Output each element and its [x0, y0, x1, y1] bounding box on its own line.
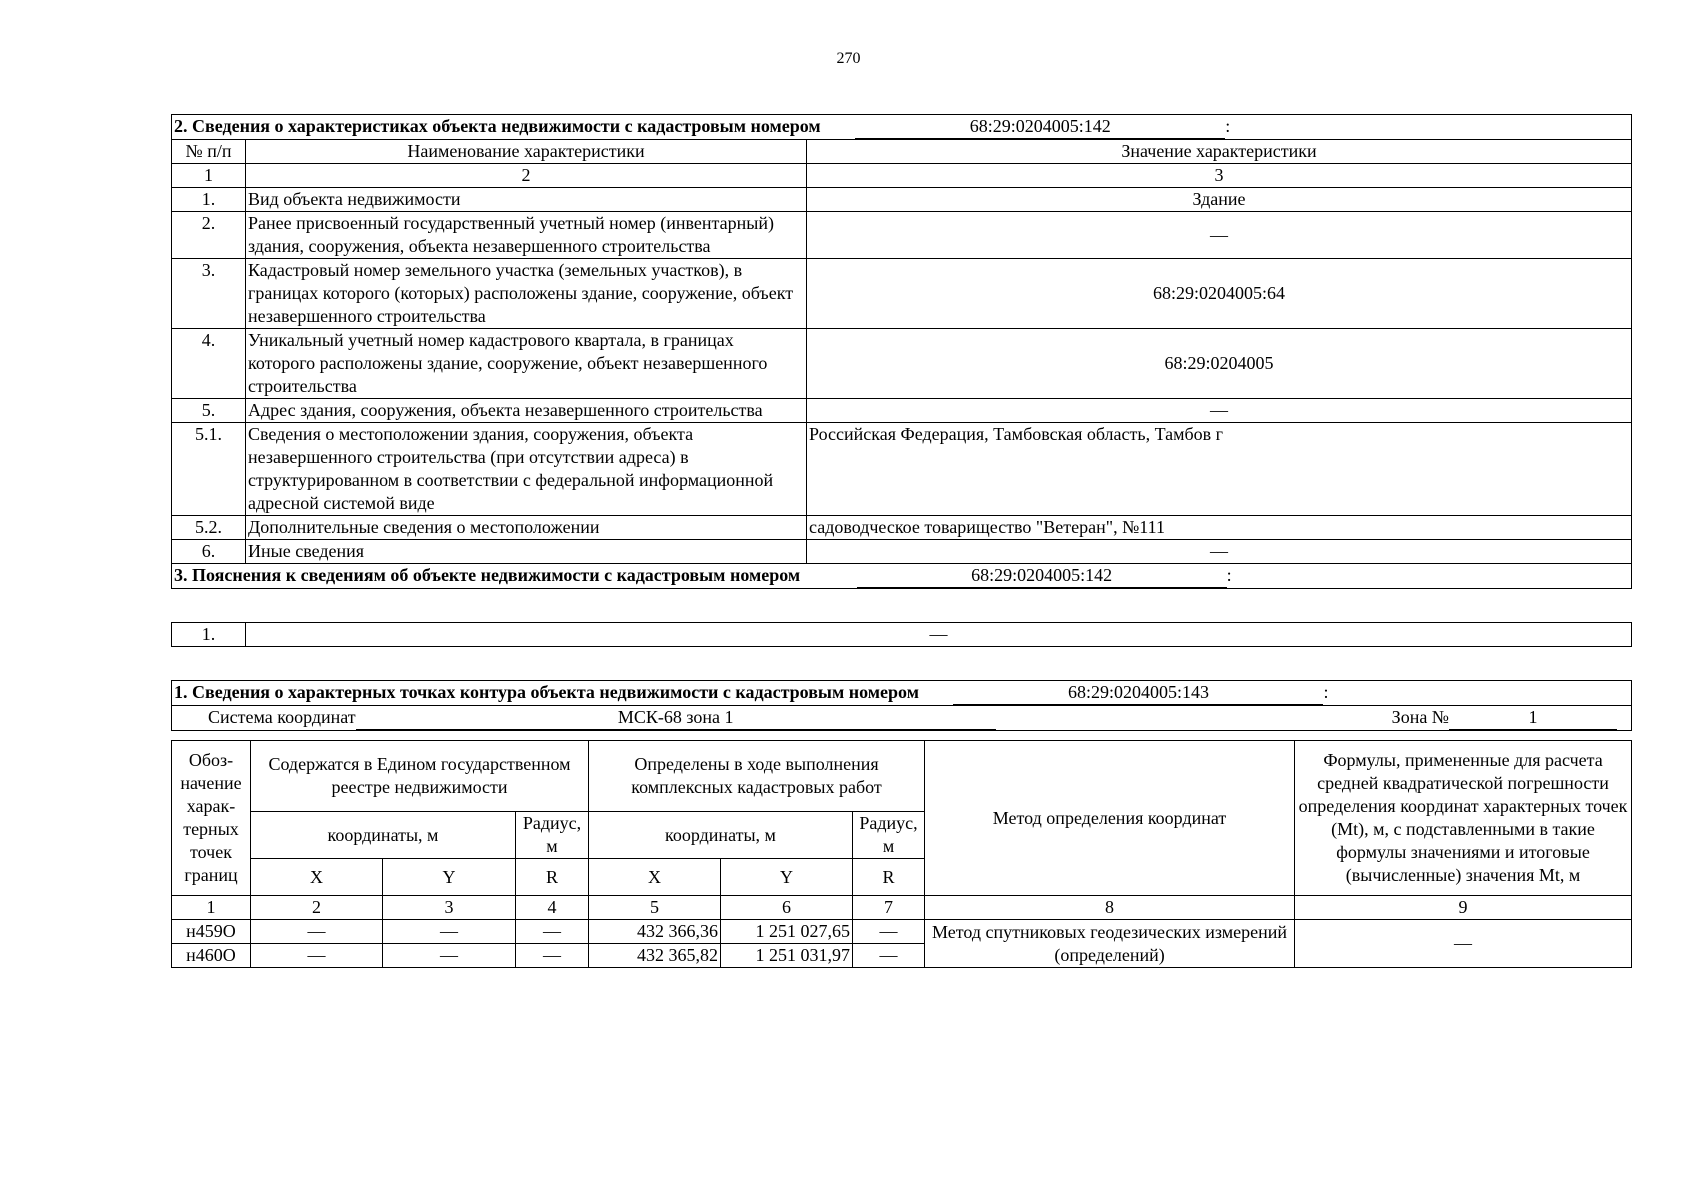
col-number: 1 [172, 164, 246, 188]
point-r2: — [853, 920, 925, 944]
col-number: 7 [853, 896, 925, 920]
table-row [172, 212, 1632, 259]
coords-header: координаты, м [251, 812, 516, 859]
row-name: Кадастровый номер земельного участка (земельных участков), в границах которого (которых) расположены здание, сооружение, объект незавершенного строительства [246, 259, 807, 329]
zone-label: Зона № [1391, 707, 1449, 727]
col-number: 2 [246, 164, 807, 188]
section3-title [172, 564, 1632, 589]
row-num: 2. [172, 212, 246, 259]
row-value: 68:29:0204005 [807, 329, 1632, 399]
point-y2: 1 251 031,97 [721, 944, 853, 968]
table-row [172, 259, 1632, 329]
col-header-num: № п/п [172, 140, 246, 164]
y-header: Y [383, 859, 516, 896]
characteristics-table [171, 114, 1632, 589]
row-num: 1. [172, 188, 246, 212]
row-num: 1. [172, 623, 246, 647]
points-header-row-1 [172, 741, 1632, 812]
section1-cadastral-number: 68:29:0204005:143 [953, 681, 1323, 705]
section3-header-row [172, 564, 1632, 589]
coord-system-row [172, 706, 1632, 731]
col-number: 1 [172, 896, 251, 920]
page-number: 270 [836, 50, 861, 67]
point-y1: — [383, 944, 516, 968]
col-number: 3 [807, 164, 1632, 188]
point-r2: — [853, 944, 925, 968]
row-name: Иные сведения [246, 540, 807, 564]
section2-title-text: 2. Сведения о характеристиках объекта недвижимости с кадастровым номером [174, 116, 821, 136]
column-number-row [172, 164, 1632, 188]
row-num: 5. [172, 399, 246, 423]
points-table [171, 740, 1632, 968]
row-name: Вид объекта недвижимости [246, 188, 807, 212]
egrn-group-header: Содержатся в Едином государственном реестре недвижимости [251, 741, 589, 812]
column-header-row [172, 140, 1632, 164]
column-number-row [172, 896, 1632, 920]
col-header-name: Наименование характеристики [246, 140, 807, 164]
point-y2: 1 251 027,65 [721, 920, 853, 944]
col-number: 3 [383, 896, 516, 920]
col-number: 8 [925, 896, 1295, 920]
r-header: R [853, 859, 925, 896]
section1-title-text: 1. Сведения о характерных точках контура объекта недвижимости с кадастровым номером [174, 682, 919, 702]
table-row [172, 399, 1632, 423]
point-r1: — [516, 920, 589, 944]
zone-cell [1392, 706, 1629, 730]
row-num: 4. [172, 329, 246, 399]
coord-system-cell [172, 706, 1632, 731]
method-header: Метод определения координат [925, 741, 1295, 896]
formulas-header: Формулы, примененные для расчета средней квадратической погрешности определения координат характерных точек (Mt), м, с подставленными в такие формулы значениями и итоговые (вычисленные) значения Mt, м [1295, 741, 1632, 896]
x-header: X [251, 859, 383, 896]
section3-cadastral-number: 68:29:0204005:142 [857, 564, 1227, 588]
row-value: Российская Федерация, Тамбовская область, Тамбов г [807, 423, 1632, 516]
section1-header-row [172, 681, 1632, 706]
table-row [172, 920, 1632, 944]
point-name: н459О [172, 920, 251, 944]
section3-suffix: : [1226, 565, 1232, 585]
radius-header: Радиус, м [516, 812, 589, 859]
col-number: 9 [1295, 896, 1632, 920]
x-header: X [589, 859, 721, 896]
row-name: Ранее присвоенный государственный учетный номер (инвентарный) здания, сооружения, объекта незавершенного строительства [246, 212, 807, 259]
point-x2: 432 366,36 [589, 920, 721, 944]
row-value: — [807, 212, 1632, 259]
section2-title [172, 115, 1632, 140]
point-name: н460О [172, 944, 251, 968]
zone-value: 1 [1449, 706, 1617, 730]
r-header: R [516, 859, 589, 896]
points-header-table [171, 680, 1632, 731]
coord-system-label: Система координат [208, 707, 356, 727]
point-x1: — [251, 944, 383, 968]
point-x1: — [251, 920, 383, 944]
section1-title [172, 681, 1632, 706]
table-row [172, 329, 1632, 399]
ckr-group-header: Определены в ходе выполнения комплексных кадастровых работ [589, 741, 925, 812]
point-x2: 432 365,82 [589, 944, 721, 968]
table-row [172, 423, 1632, 516]
row-name: Уникальный учетный номер кадастрового квартала, в границах которого расположены здание, сооружение, объект незавершенного строительства [246, 329, 807, 399]
row-value: садоводческое товарищество "Ветеран", №111 [807, 516, 1632, 540]
formula-value: — [1295, 920, 1632, 968]
row-name: Сведения о местоположении здания, сооружения, объекта незавершенного строительства (при отсутствии адреса) в структурированном в соответствии с федеральной информационной адресной системой виде [246, 423, 807, 516]
col-number: 5 [589, 896, 721, 920]
row-name: Адрес здания, сооружения, объекта незавершенного строительства [246, 399, 807, 423]
method-value: Метод спутниковых геодезических измерений (определений) [925, 920, 1295, 968]
y-header: Y [721, 859, 853, 896]
section2-suffix: : [1225, 116, 1231, 136]
table-row [172, 188, 1632, 212]
row-num: 6. [172, 540, 246, 564]
row-value: — [807, 540, 1632, 564]
section3-title-text: 3. Пояснения к сведениям об объекте недвижимости с кадастровым номером [174, 565, 801, 585]
section2-cadastral-number: 68:29:0204005:142 [855, 115, 1225, 139]
section1-suffix: : [1323, 682, 1329, 702]
table-row [172, 623, 1632, 647]
section2-header-row [172, 115, 1632, 140]
coords-header: координаты, м [589, 812, 853, 859]
radius-header: Радиус, м [853, 812, 925, 859]
row-value: 68:29:0204005:64 [807, 259, 1632, 329]
point-r1: — [516, 944, 589, 968]
table-row [172, 516, 1632, 540]
row-value: Здание [807, 188, 1632, 212]
point-y1: — [383, 920, 516, 944]
explanations-table [171, 622, 1632, 647]
col-number: 4 [516, 896, 589, 920]
row-value: — [807, 399, 1632, 423]
col-header-value: Значение характеристики [807, 140, 1632, 164]
col-number: 6 [721, 896, 853, 920]
col-number: 2 [251, 896, 383, 920]
row-name: Дополнительные сведения о местоположении [246, 516, 807, 540]
row-value: — [246, 623, 1632, 647]
point-designation-header: Обоз-начение харак-терных точек границ [172, 741, 251, 896]
coord-system-value: МСК-68 зона 1 [356, 706, 996, 730]
table-row [172, 540, 1632, 564]
row-num: 5.2. [172, 516, 246, 540]
row-num: 3. [172, 259, 246, 329]
row-num: 5.1. [172, 423, 246, 516]
